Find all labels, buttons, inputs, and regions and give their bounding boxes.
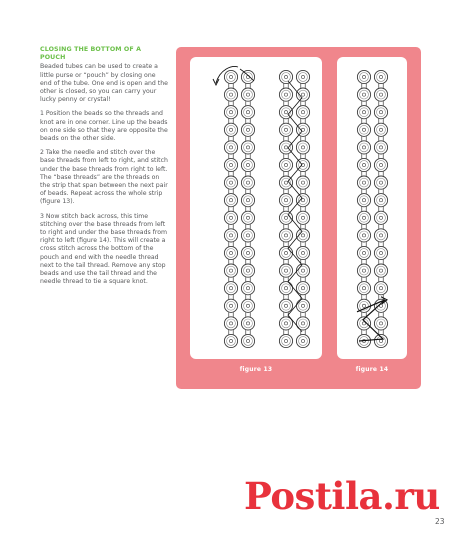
bead xyxy=(357,246,370,259)
bead xyxy=(224,106,237,119)
bead xyxy=(374,123,387,136)
bead xyxy=(279,334,292,347)
bead xyxy=(241,106,254,119)
bead xyxy=(279,123,292,136)
bead xyxy=(296,70,309,83)
bead xyxy=(296,88,309,101)
bead xyxy=(374,264,387,277)
bead xyxy=(296,176,309,189)
bead xyxy=(224,317,237,330)
bead xyxy=(241,229,254,242)
bead xyxy=(357,158,370,171)
bead xyxy=(279,282,292,295)
bead xyxy=(224,141,237,154)
bead xyxy=(224,88,237,101)
figure-13-card xyxy=(190,57,322,359)
bead xyxy=(224,123,237,136)
bead xyxy=(279,264,292,277)
bead xyxy=(374,317,387,330)
bead xyxy=(374,211,387,224)
bead xyxy=(279,194,292,207)
bead xyxy=(224,246,237,259)
figure-14-bead-diagram xyxy=(337,57,407,359)
bead xyxy=(296,282,309,295)
bead xyxy=(357,211,370,224)
figure-14-label: figure 14 xyxy=(355,366,389,373)
bead xyxy=(241,246,254,259)
bead xyxy=(374,106,387,119)
step-2: 2 Take the needle and stitch over the base threads from left to right, and stitch under the base threads from right to left. The “base threads” are the threads on the strip that span between the next pair of beads. Repeat across the whole strip (figure 13). xyxy=(40,149,168,206)
bead xyxy=(241,123,254,136)
figure-13-bead-diagram xyxy=(190,57,322,359)
bead xyxy=(224,299,237,312)
page-number: 23 xyxy=(435,517,445,526)
bead xyxy=(374,282,387,295)
bead xyxy=(224,334,237,347)
bead xyxy=(279,88,292,101)
intro-paragraph: Beaded tubes can be used to create a little purse or “pouch” by closing one end of the tube. One end is open and the other is closed, so you can carry your lucky penny or crystal! xyxy=(40,63,168,104)
figure-14-card xyxy=(337,57,407,359)
bead xyxy=(374,194,387,207)
bead xyxy=(374,70,387,83)
bead xyxy=(241,282,254,295)
bead xyxy=(241,70,254,83)
figure-13-label: figure 13 xyxy=(239,366,273,373)
step-1: 1 Position the beads so the threads and knot are in one corner. Line up the beads on one side so that they are opposite the beads on the other side. xyxy=(40,110,168,143)
watermark-logo: Postila.ru xyxy=(244,474,440,518)
bead xyxy=(279,158,292,171)
bead xyxy=(279,299,292,312)
bead xyxy=(224,282,237,295)
bead xyxy=(374,246,387,259)
bead xyxy=(224,158,237,171)
bead xyxy=(241,334,254,347)
bead xyxy=(296,123,309,136)
bead xyxy=(241,299,254,312)
bead xyxy=(279,229,292,242)
step-3: 3 Now stitch back across, this time stitching over the base threads from left to right and under the base threads from right to left (figure 14). This will create a cross stitch across the bottom of the pouch and end with the needle thread next to the tail thread. Remove any stop beads and use the tail thread and the needle thread to tie a square knot. xyxy=(40,212,168,286)
bead xyxy=(279,246,292,259)
bead xyxy=(224,194,237,207)
bead xyxy=(241,194,254,207)
bead xyxy=(279,70,292,83)
bead xyxy=(279,141,292,154)
bead xyxy=(241,88,254,101)
figure-panel xyxy=(176,47,421,389)
bead xyxy=(357,194,370,207)
bead xyxy=(357,264,370,277)
bead xyxy=(279,106,292,119)
bead xyxy=(357,70,370,83)
bead xyxy=(357,176,370,189)
bead xyxy=(296,141,309,154)
bead xyxy=(296,106,309,119)
bead xyxy=(296,299,309,312)
instruction-text-column xyxy=(40,46,168,292)
bead xyxy=(374,176,387,189)
bead xyxy=(241,264,254,277)
bead xyxy=(296,246,309,259)
bead xyxy=(241,317,254,330)
bead xyxy=(296,334,309,347)
bead xyxy=(296,194,309,207)
bead xyxy=(357,141,370,154)
bead xyxy=(374,88,387,101)
bead xyxy=(296,264,309,277)
bead xyxy=(374,158,387,171)
bead xyxy=(296,211,309,224)
bead xyxy=(224,264,237,277)
bead xyxy=(224,211,237,224)
bead xyxy=(224,229,237,242)
bead xyxy=(224,70,237,83)
bead xyxy=(241,141,254,154)
bead xyxy=(224,176,237,189)
bead xyxy=(374,229,387,242)
bead xyxy=(241,176,254,189)
section-heading: CLOSING THE BOTTOM OF A POUCH xyxy=(40,46,142,62)
bead xyxy=(357,282,370,295)
bead xyxy=(357,123,370,136)
bead xyxy=(241,158,254,171)
bead xyxy=(357,229,370,242)
bead xyxy=(374,141,387,154)
bead xyxy=(241,211,254,224)
bead xyxy=(357,88,370,101)
bead xyxy=(357,106,370,119)
